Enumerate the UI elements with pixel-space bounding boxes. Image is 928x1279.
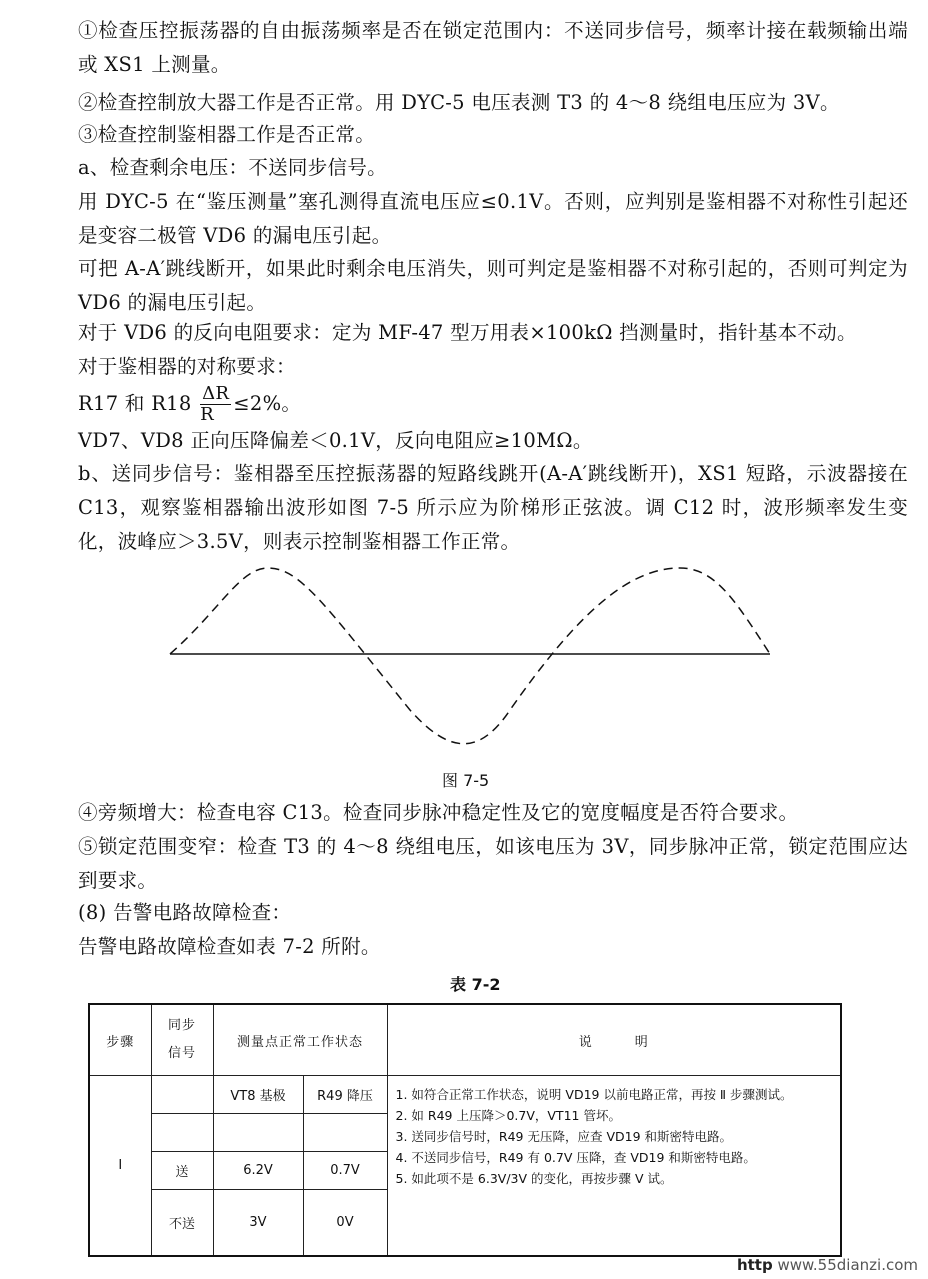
paragraph-8: 对于鉴相器的对称要求： [78,355,296,378]
value-cell-empty [303,1114,387,1152]
r49-value: 0.7V [303,1152,387,1190]
sync-cell-empty [151,1076,213,1114]
paragraph-15: 告警电路故障检查如表 7-2 所附。 [78,935,381,958]
paragraph-11: b、送同步信号：鉴相器至压控振荡器的短路线跳开(A-A′跳线断开)，XS1 短路，示波器接在 C13，观察鉴相器输出波形如图 7-5 所示应为阶梯形正弦波。调 C12 时，波形频率发生变化，波峰应＞3.5V，则表示控制鉴相器工作正常。 [78,462,908,553]
figure-caption: 图 7-5 [442,771,490,790]
formula-line [78,384,908,425]
sync-cell: 不送 [151,1190,213,1256]
watermark-site: www.55dianzi.com [777,1256,918,1274]
note-4: 4. 不送同步信号，R49 有 0.7V 压降，查 VD19 和斯密特电路。 [395,1150,756,1165]
value-cell-empty [213,1114,303,1152]
formula-denominator: R [200,404,214,425]
note-2: 2. 如 R49 上压降＞0.7V，VT11 管坏。 [395,1108,621,1123]
figure-7-5-waveform [160,560,800,750]
table-header-row [89,1004,841,1076]
watermark [737,1256,918,1274]
note-3: 3. 送同步信号时，R49 无压降，应查 VD19 和斯密特电路。 [395,1129,733,1144]
step-cell: I [89,1076,151,1256]
r49-value: 0V [303,1190,387,1256]
paragraph-1: ①检查压控振荡器的自由振荡频率是否在锁定范围内：不送同步信号，频率计接在载频输出端或 XS1 上测量。 [78,19,908,76]
figure-sine-curve [170,568,770,744]
watermark-prefix: http [736,1256,773,1274]
paragraph-13: ⑤锁定范围变窄：检查 T3 的 4～8 绕组电压，如该电压为 3V，同步脉冲正常，锁定范围应达到要求。 [78,835,908,892]
paragraph-7: 对于 VD6 的反向电阻要求：定为 MF-47 型万用表×100kΩ 挡测量时，指针基本不动。 [78,321,857,344]
table-row [89,1076,841,1114]
header-description: 说 明 [387,1004,841,1076]
paragraph-12: ④旁频增大：检查电容 C13。检查同步脉冲稳定性及它的宽度幅度是否符合要求。 [78,801,799,824]
header-sync: 同步信号 [151,1004,213,1076]
header-normal-state: 测量点正常工作状态 [213,1004,387,1076]
note-1: 1. 如符合正常工作状态，说明 VD19 以前电路正常，再按 Ⅱ 步骤测试。 [395,1087,793,1102]
description-notes [387,1076,841,1256]
formula-numerator: ΔR [202,383,230,404]
sync-cell: 送 [151,1152,213,1190]
paragraph-10: VD7、VD8 正向压降偏差＜0.1V，反向电阻应≥10MΩ。 [78,429,593,452]
paragraph-2: ②检查控制放大器工作是否正常。用 DYC-5 电压表测 T3 的 4～8 绕组电压应为 3V。 [78,91,840,114]
vt8-value: 3V [213,1190,303,1256]
paragraph-3: ③检查控制鉴相器工作是否正常。 [78,123,376,146]
formula-fraction [200,384,231,425]
paragraph-6: 可把 A-A′跳线断开，如果此时剩余电压消失，则可判定是鉴相器不对称引起的，否则可判定为 VD6 的漏电压引起。 [78,257,908,314]
table-caption: 表 7-2 [450,975,501,994]
paragraph-4: a、检查剩余电压：不送同步信号。 [78,156,387,179]
header-step: 步骤 [89,1004,151,1076]
formula-suffix: ≤2%。 [233,392,302,415]
subheader-vt8: VT8 基极 [213,1076,303,1114]
fault-check-table [88,1003,842,1257]
sync-cell-empty [151,1114,213,1152]
note-5: 5. 如此项不是 6.3V/3V 的变化，再按步骤 V 试。 [395,1171,673,1186]
paragraph-14: (8) 告警电路故障检查： [78,901,292,924]
paragraph-5: 用 DYC-5 在“鉴压测量”塞孔测得直流电压应≤0.1V。否则，应判别是鉴相器不对称性引起还是变容二极管 VD6 的漏电压引起。 [78,190,908,247]
formula-prefix: R17 和 R18 [78,392,192,415]
vt8-value: 6.2V [213,1152,303,1190]
subheader-r49: R49 降压 [303,1076,387,1114]
